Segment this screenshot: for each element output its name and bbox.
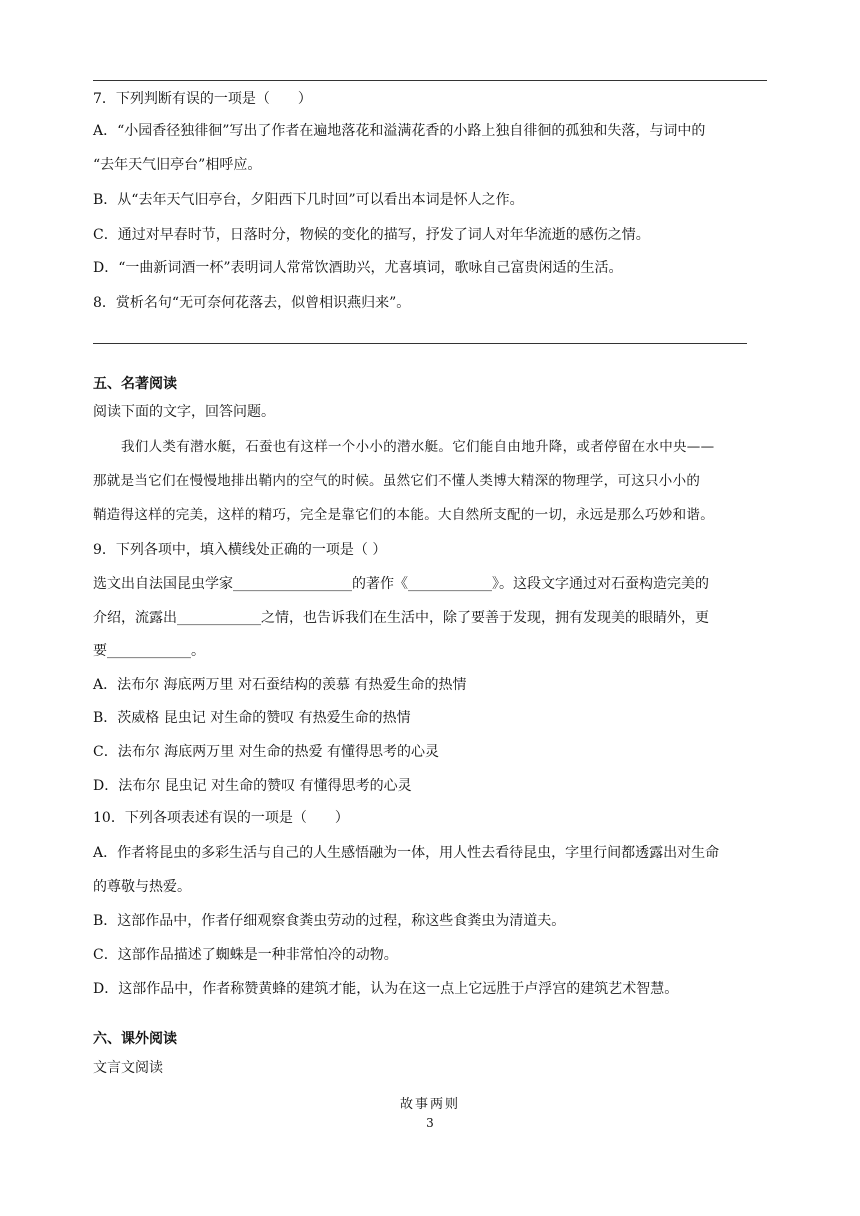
passage-line-1: 我们人类有潜水艇，石蚕也有这样一个小小的潜水艇。它们能自由地升降，或者停留在水中央—— [121,439,715,455]
section6-heading: 六、课外阅读 [93,1031,177,1047]
q10-stem: 10．下列各项表述有误的一项是（ ） [93,810,349,826]
passage-line-2: 那就是当它们在慢慢地排出鞘内的空气的时候。虽然它们不懂人类博大精深的物理学，可这只小小的 [93,473,701,489]
q10-option-d: D．这部作品中，作者称赞黄蜂的建筑才能，认为在这一点上它远胜于卢浮宫的建筑艺术智慧。 [93,981,679,997]
q9-option-d: D．法布尔 昆虫记 对生命的赞叹 有懂得思考的心灵 [93,778,412,794]
section6-subheading: 文言文阅读 [93,1060,163,1076]
q9-option-c: C．法布尔 海底两万里 对生命的热爱 有懂得思考的心灵 [93,744,440,760]
passage-line-3: 鞘造得这样的完美，这样的精巧，完全是靠它们的本能。大自然所支配的一切，永远是那么巧妙和谐。 [93,507,714,523]
q7-option-c: C．通过对早春时节，日落时分，物候的变化的描写，抒发了词人对年华流逝的感伤之情。 [93,227,650,243]
page-number: 3 [426,1116,434,1130]
q7-option-b: B．从“去年天气旧亭台，夕阳西下几时回”可以看出本词是怀人之作。 [93,192,524,208]
q8-answer-line [93,343,747,344]
q9-option-a: A．法布尔 海底两万里 对石蚕结构的羡慕 有热爱生命的热情 [93,677,467,693]
q9-stem: 9．下列各项中，填入横线处正确的一项是（ ） [93,542,387,558]
q9-body-line2: 介绍，流露出____________之情，也告诉我们在生活中，除了要善于发现，拥有发现美的眼睛外，更 [93,610,709,626]
q9-option-b: B．茨威格 昆虫记 对生命的赞叹 有热爱生命的热情 [93,710,411,726]
header-rule [93,80,767,81]
section5-instruction: 阅读下面的文字，回答问题。 [93,404,275,420]
q10-option-b: B．这部作品中，作者仔细观察食粪虫劳动的过程，称这些食粪虫为清道夫。 [93,913,566,929]
section5-heading: 五、名著阅读 [93,376,177,392]
q10-option-a-line1: A．作者将昆虫的多彩生活与自己的人生感悟融为一体，用人性去看待昆虫，字里行间都透露出对生命 [93,845,720,861]
q9-body-line3: 要____________。 [93,643,205,659]
q8-stem: 8．赏析名句“无可奈何花落去，似曾相识燕归来”。 [93,295,411,311]
passage-title: 故事两则 [399,1097,460,1112]
q10-option-a-line2: 的尊敬与热爱。 [93,879,191,895]
q7-option-d: D．“一曲新词酒一杯”表明词人常常饮酒助兴，尤喜填词，歌咏自己富贵闲适的生活。 [93,260,623,276]
q7-option-a-line1: A．“小园香径独徘徊”写出了作者在遍地落花和溢满花香的小路上独自徘徊的孤独和失落，与词中的 [93,123,706,139]
q7-option-a-line2: “去年天气旧亭台”相呼应。 [93,157,262,173]
q7-stem: 7．下列判断有误的一项是（ ） [93,91,312,107]
q9-body-line1: 选文出自法国昆虫学家_________________的著作《____________》。这段文字通过对石蚕构造完美的 [93,576,709,592]
q10-option-c: C．这部作品描述了蜘蛛是一种非常怕冷的动物。 [93,947,398,963]
